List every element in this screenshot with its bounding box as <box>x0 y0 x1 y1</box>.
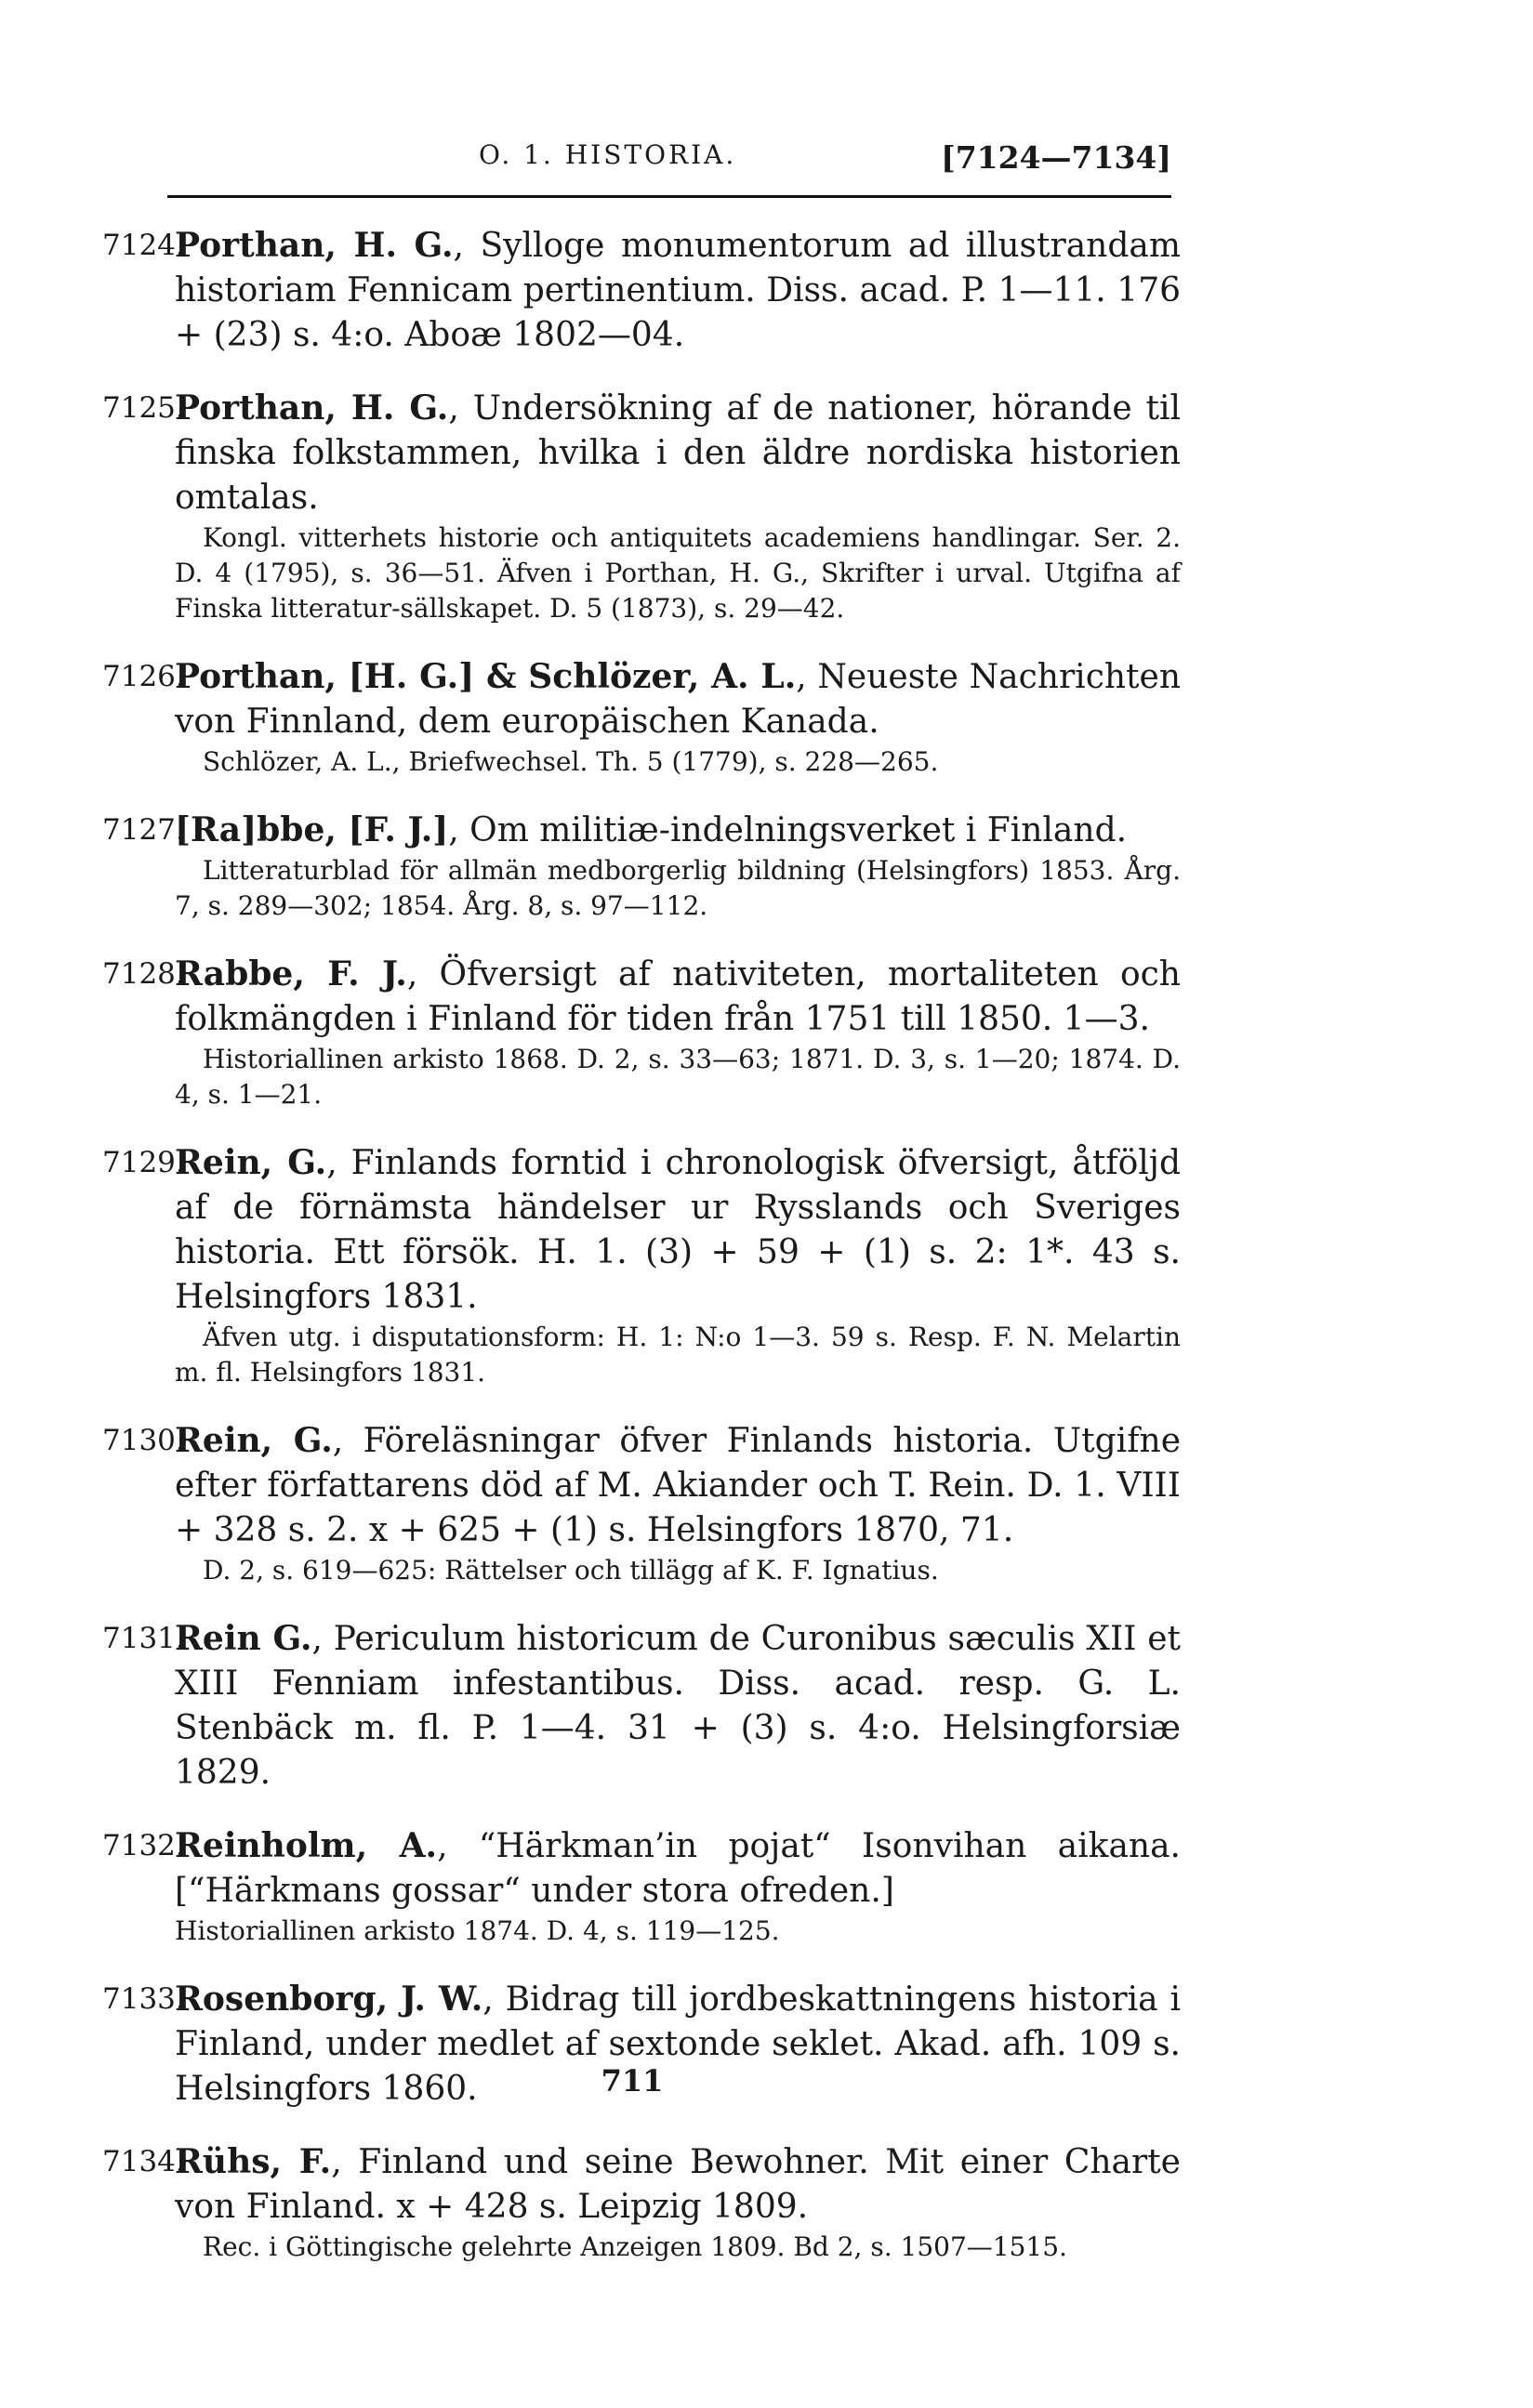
entry-main <box>175 952 1181 1042</box>
entry-author: Rein, G. <box>175 1421 333 1460</box>
entries-list <box>102 223 1181 2293</box>
entry-text: , Föreläsningar öfver Finlands historia. Utgifne efter författarens död af M. Akiander och T. Rein. D. 1. VIII + 328 s. 2. x + 625 + (1) s. Helsingfors 1870, 71. <box>175 1422 1182 1549</box>
entry-7132 <box>102 1823 1181 1949</box>
running-header <box>167 139 1171 195</box>
entry-7134 <box>102 2139 1181 2265</box>
entry-range: [7124—7134] <box>941 139 1171 176</box>
entry-text: , Finlands forntid i chronologisk öfversigt, åtföljd af de förnämsta händelser ur Rysslands och Sveriges historia. Ett försök. H. 1. (3) + 59 + (1) s. 2: 1*. 43 s. Helsingfors 1831. <box>175 1144 1182 1316</box>
entry-number: 7132. <box>102 1829 185 1862</box>
entry-7126 <box>102 654 1181 780</box>
entry-text: , Sylloge monumentorum ad illustrandam historiam Fennicam pertinentium. Diss. acad. P. 1—11. 176 + (23) s. 4:o. Aboæ 1802—04. <box>175 227 1181 354</box>
entry-note: D. 2, s. 619—625: Rättelser och tillägg af K. F. Ignatius. <box>203 1555 939 1586</box>
entry-main <box>175 1616 1181 1796</box>
entry-7125 <box>102 386 1181 626</box>
entry-7128 <box>102 952 1181 1112</box>
entry-main <box>175 808 1181 853</box>
entry-main <box>175 386 1181 520</box>
entry-text: , Om militiæ-indelningsverket i Finland. <box>448 811 1128 849</box>
entry-text: , Neueste Nachrichten von Finnland, dem europäischen Kanada. <box>175 658 1182 741</box>
entry-note: Schlözer, A. L., Briefwechsel. Th. 5 (1779), s. 228—265. <box>203 746 939 777</box>
entry-main <box>175 223 1181 358</box>
entry-main <box>175 1418 1181 1553</box>
entry-author: Rabbe, F. J. <box>175 954 407 993</box>
entry-main <box>175 2139 1181 2230</box>
entry-author: Reinholm, A. <box>175 1826 438 1865</box>
entry-number: 7128. <box>102 957 185 991</box>
entry-author: Rein G. <box>175 1619 312 1658</box>
entry-number: 7126. <box>102 660 185 693</box>
entry-author: [Ra]bbe, [F. J.] <box>175 810 449 849</box>
page-number: 711 <box>601 2063 664 2099</box>
entry-note: Äfven utg. i disputationsform: H. 1: N:o 1—3. 59 s. Resp. F. N. Melartin m. fl. Helsingfors 1831. <box>175 1322 1181 1388</box>
entry-number: 7125. <box>102 391 185 425</box>
entry-main <box>175 654 1181 744</box>
entry-number: 7127. <box>102 813 185 847</box>
entry-7124 <box>102 223 1181 358</box>
entry-author: Rühs, F. <box>175 2142 332 2181</box>
entry-author: Porthan, [H. G.] & Schlözer, A. L. <box>175 657 797 696</box>
entry-author: Porthan, H. G. <box>175 226 454 265</box>
header-rule <box>167 195 1171 198</box>
entry-main <box>175 1823 1181 1914</box>
entry-number: 7129. <box>102 1146 185 1179</box>
entry-number: 7131. <box>102 1622 185 1655</box>
entry-text: , Undersökning af de nationer, hörande til finska folkstammen, hvilka i den äldre nordiska historien omtalas. <box>175 389 1181 517</box>
entry-number: 7133. <box>102 1982 185 2016</box>
entry-note: Litteraturblad för allmän medborgerlig bildning (Helsingfors) 1853. Årg. 7, s. 289—302; 1854. Årg. 8, s. 97—112. <box>175 855 1181 921</box>
entry-author: Rosenborg, J. W. <box>175 1980 483 2019</box>
entry-number: 7130. <box>102 1424 185 1457</box>
entry-text: , “Härkman’in pojat“ Isonvihan aikana. [“Härkmans gossar“ under stora ofreden.] <box>175 1827 1181 1910</box>
entry-note: Kongl. vitterhets historie och antiquitets academiens handlingar. Ser. 2. D. 4 (1795), s. 36—51. Äfven i Porthan, H. G., Skrifter i urval. Utgifna af Finska litteratur-sällskapet. D. 5 (1873), s. 29—42. <box>175 522 1181 624</box>
entry-note: Historiallinen arkisto 1874. D. 4, s. 119—125. <box>175 1915 780 1946</box>
section-title: O. 1. HISTORIA. <box>479 139 737 170</box>
entry-7130 <box>102 1418 1181 1588</box>
entry-7131 <box>102 1616 1181 1796</box>
entry-note: Rec. i Göttingische gelehrte Anzeigen 1809. Bd 2, s. 1507—1515. <box>203 2231 1067 2262</box>
entry-author: Porthan, H. G. <box>175 388 449 428</box>
entry-main <box>175 1140 1181 1320</box>
entry-text: , Öfversigt af nativiteten, mortaliteten och folkmängden i Finland för tiden från 1751 till 1850. 1—3. <box>175 955 1181 1038</box>
entry-text: , Periculum historicum de Curonibus sæculis XII et XIII Fenniam infestantibus. Diss. acad. resp. G. L. Stenbäck m. fl. P. 1—4. 31 + (3) s. 4:o. Helsingforsiæ 1829. <box>175 1620 1181 1792</box>
entry-author: Rein, G. <box>175 1143 327 1182</box>
entry-text: , Bidrag till jordbeskattningens historia i Finland, under medlet af sextonde seklet. Akad. afh. 109 s. Helsingfors 1860. <box>175 1980 1181 2108</box>
entry-number: 7134. <box>102 2145 185 2178</box>
entry-7127 <box>102 808 1181 924</box>
entry-note: Historiallinen arkisto 1868. D. 2, s. 33—63; 1871. D. 3, s. 1—20; 1874. D. 4, s. 1—21. <box>175 1044 1181 1110</box>
entry-text: , Finland und seine Bewohner. Mit einer Charte von Finland. x + 428 s. Leipzig 1809. <box>175 2143 1181 2226</box>
entry-7129 <box>102 1140 1181 1390</box>
entry-number: 7124. <box>102 229 185 262</box>
